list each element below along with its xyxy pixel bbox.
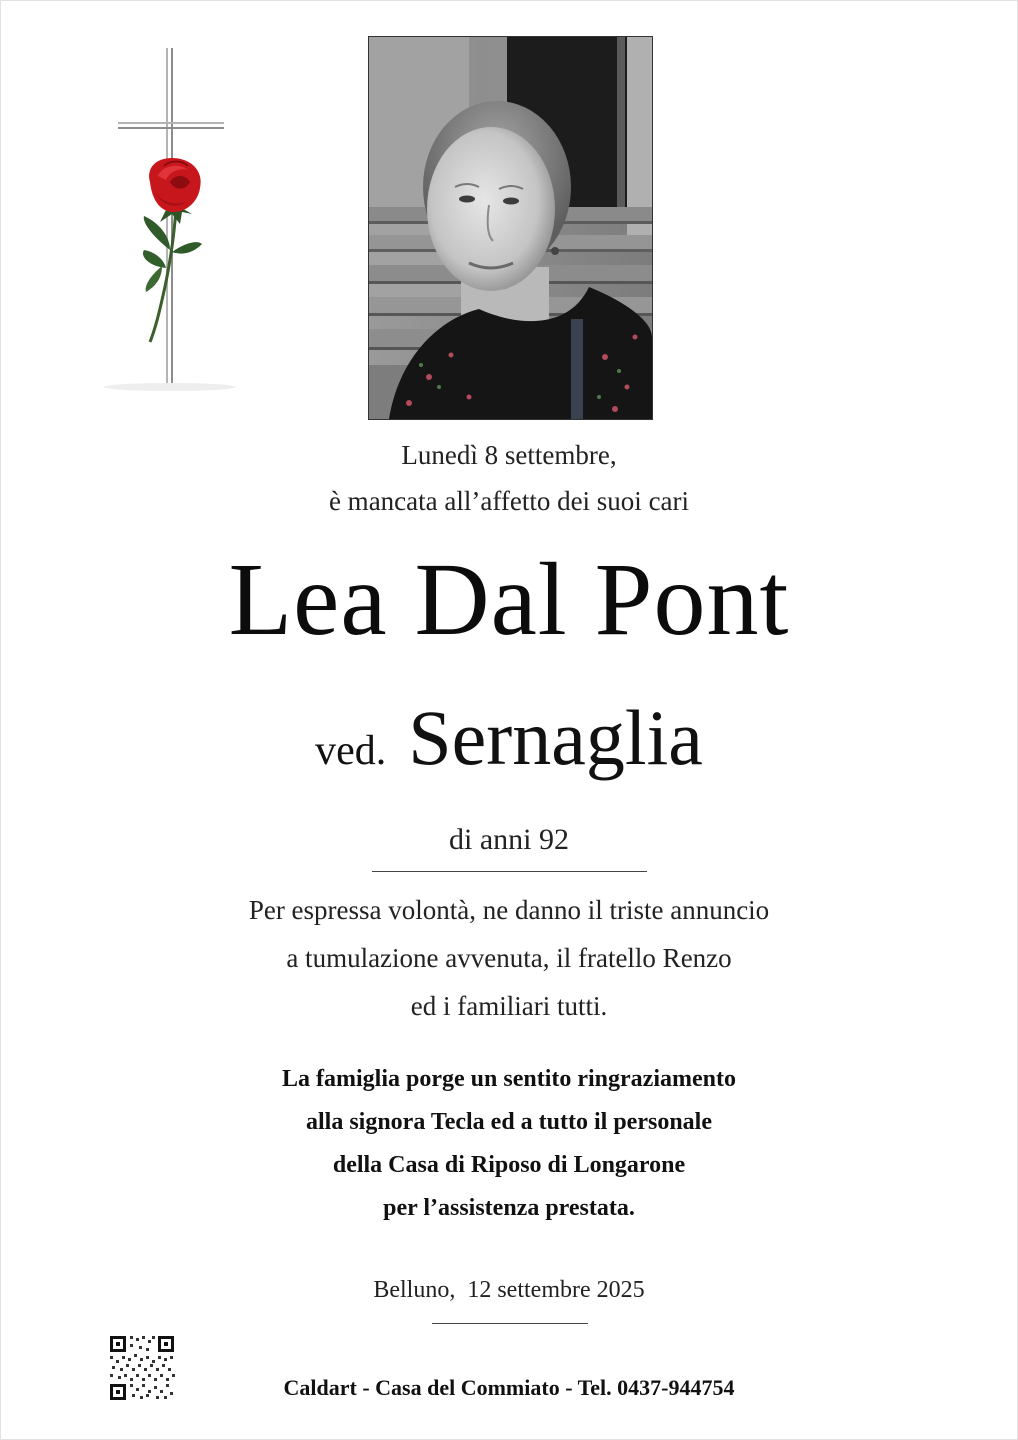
portrait-photo	[368, 36, 653, 420]
thanks-line: alla signora Tecla ed a tutto il personale	[305, 1109, 712, 1135]
intro-line-date: Lunedì 8 settembre,	[401, 440, 617, 470]
divider-line	[432, 1323, 588, 1324]
thanks-line: La famiglia porge un sentito ringraziamento	[282, 1066, 736, 1092]
divider-line	[372, 871, 647, 872]
announcement-line: a tumulazione avvenuta, il fratello Renzo	[286, 943, 732, 973]
intro-text	[0, 432, 1018, 524]
announcement-line: ed i familiari tutti.	[410, 991, 608, 1021]
place-date: Belluno, 12 settembre 2025	[373, 1277, 645, 1303]
announcement-line: Per espressa volontà, ne danno il triste annuncio	[248, 895, 770, 925]
announcement-text	[0, 886, 1018, 1030]
cross-icon	[100, 40, 240, 400]
deceased-name: Lea Dal Pont	[228, 542, 790, 657]
thanks-text	[0, 1058, 1018, 1230]
thanks-line: per l’assistenza prestata.	[383, 1195, 635, 1221]
cross-rose-emblem	[100, 40, 240, 400]
widow-surname: Sernaglia	[408, 694, 703, 781]
thanks-line: della Casa di Riposo di Longarone	[332, 1152, 686, 1178]
widow-prefix: ved.	[315, 728, 387, 774]
intro-line-passed: è mancata all’affetto dei suoi cari	[328, 486, 690, 516]
funeral-home-footer: Caldart - Casa del Commiato - Tel. 0437-944754	[283, 1375, 735, 1400]
age-text: di anni 92	[449, 823, 569, 856]
widow-line	[0, 688, 1018, 810]
